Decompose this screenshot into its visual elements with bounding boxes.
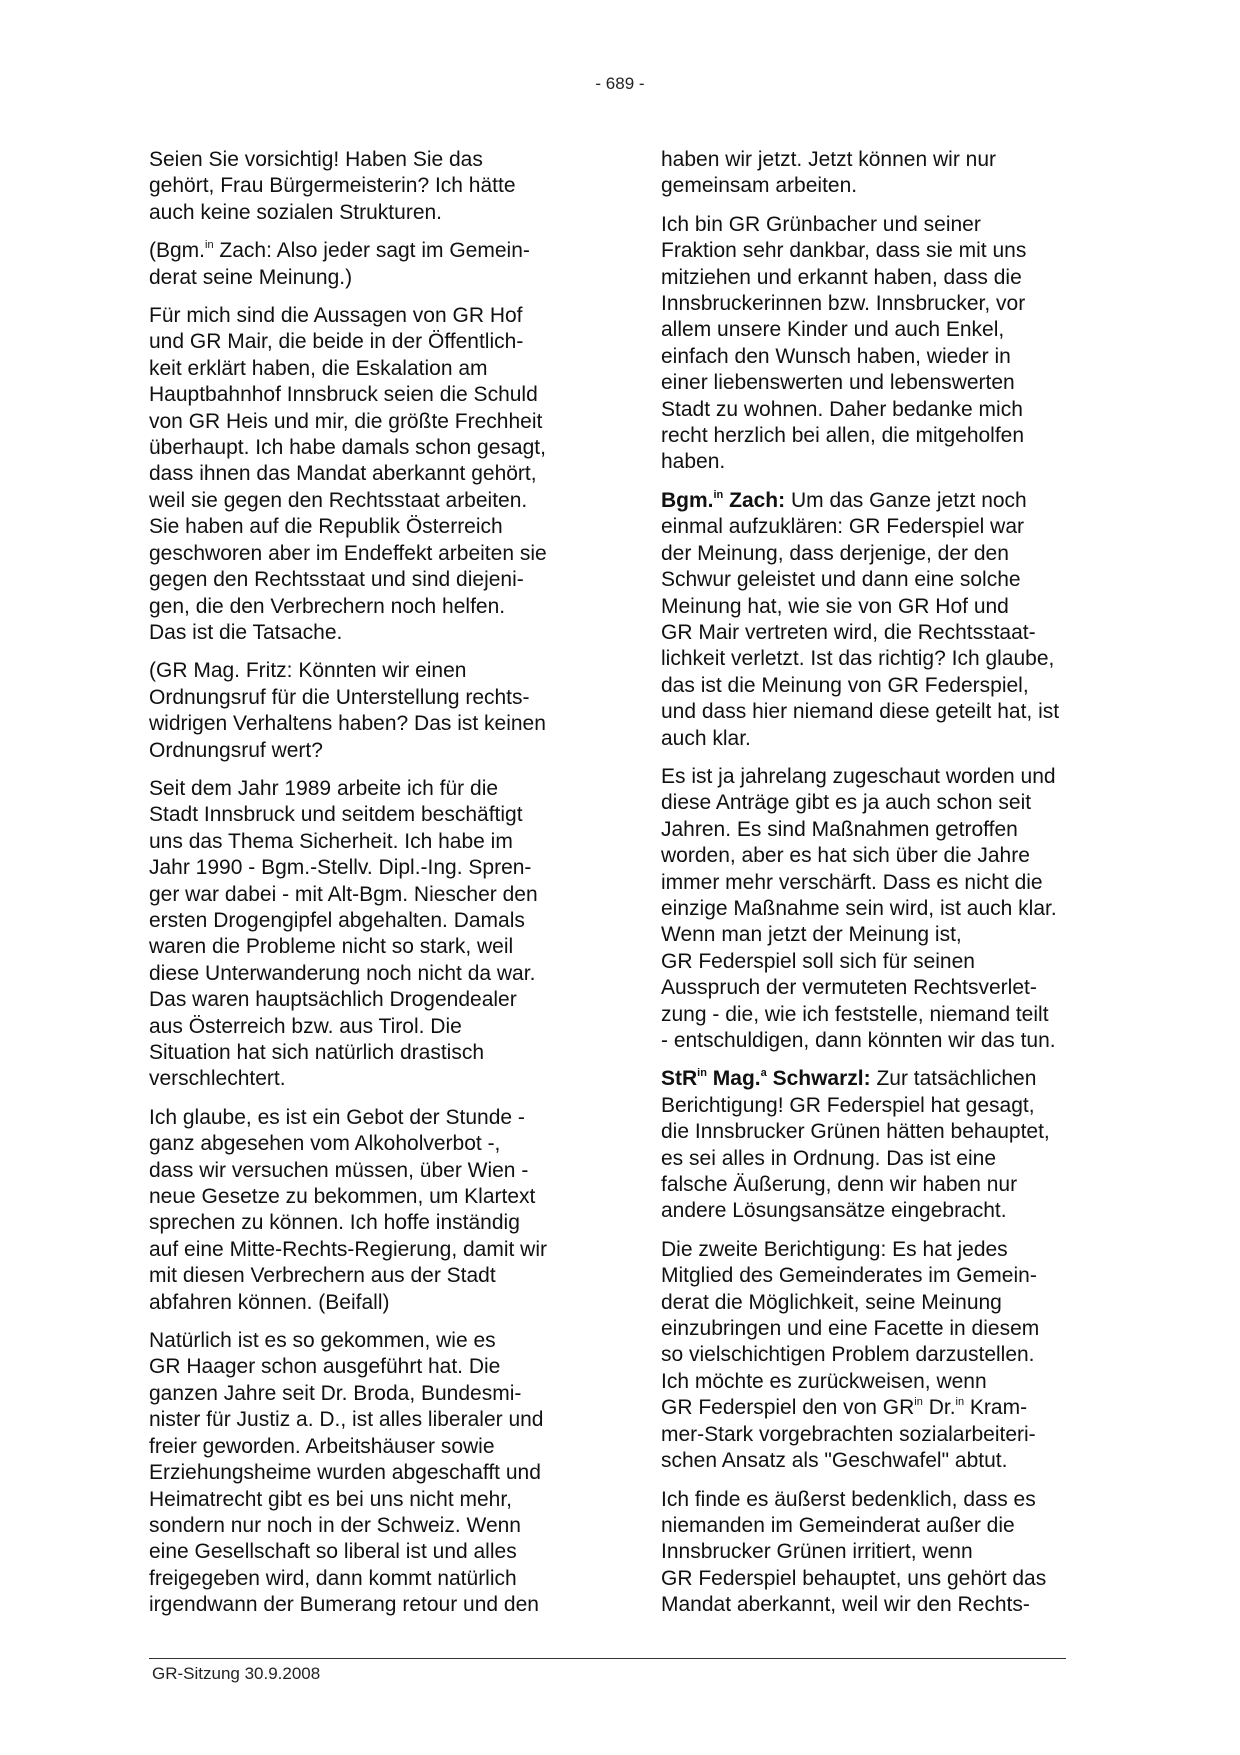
paragraph: Ich glaube, es ist ein Gebot der Stunde - ganz abgesehen vom Alkoholverbot -, dass wir versuchen müssen, über Wien - neue Gesetze zu bekommen, um Klartext sprechen zu können. Ich hoffe inständig auf eine Mitte-Rechts-Regierung, damit wir mit diesen Verbrechern aus der Stadt abfahren können. (Beifall) — [149, 1105, 547, 1314]
paragraph: Ich bin GR Grünbacher und seiner Fraktion sehr dankbar, dass sie mit uns mitziehen und erkannt haben, dass die Innsbruckerinnen bzw. Innsbrucker, vor allem unsere Kinder und auch Enkel, einfach den Wunsch haben, wieder in einer liebenswerten und lebenswerten Stadt zu wohnen. Daher bedanke mich recht herzlich bei allen, die mitgeholfen haben. — [661, 212, 1027, 474]
superscript: in — [697, 1067, 707, 1080]
speech-text: Zur tatsächlichen Berichtigung! GR Federspiel hat gesagt, die Innsbrucker Grünen hätten behauptet, es sei alles in Ordnung. Das ist eine falsche Äußerung, denn wir haben nur andere Lösungsansätze eingebracht. — [661, 1067, 1050, 1223]
text-part: Kram- mer-Stark vorgebrachten sozialarbeiteri- schen Ansatz als "Geschwafel" abtut. — [661, 1396, 1036, 1473]
footer-session-date: GR-Sitzung 30.9.2008 — [152, 1664, 321, 1683]
right-column — [661, 147, 1101, 1631]
speaker-degree: Mag. — [706, 1067, 761, 1091]
speaker-name — [661, 1067, 871, 1090]
superscript: in — [205, 239, 214, 252]
left-column — [149, 147, 589, 1631]
paragraph: Natürlich ist es so gekommen, wie es GR Haager schon ausgeführt hat. Die ganzen Jahre seit Dr. Broda, Bundesmi- nister für Justiz a. D., ist alles liberaler und freier geworden. Arbeitshäuser sowie Erziehungsheime wurden abgeschafft und Heimatrecht gibt es bei uns nicht mehr, sondern nur noch in der Schweiz. Wenn eine Gesellschaft so liberal ist und alles freigegeben wird, dann kommt natürlich irgendwann der Bumerang retour und den — [149, 1329, 544, 1617]
superscript: in — [955, 1396, 965, 1409]
interjection-text: Zach: Also jeder sagt im Gemein- derat seine Meinung.) — [149, 239, 530, 289]
superscript: a — [760, 1067, 767, 1080]
paragraph: Ich finde es äußerst bedenklich, dass es niemanden im Gemeinderat außer die Innsbrucker Grünen irritiert, wenn GR Federspiel behauptet, uns gehört das Mandat aberkannt, weil wir den Rechts- — [661, 1487, 1047, 1617]
paragraph: Seit dem Jahr 1989 arbeite ich für die Stadt Innsbruck und seitdem beschäftigt uns das Thema Sicherheit. Ich habe im Jahr 1990 - Bgm.-Stellv. Dipl.-Ing. Spren- ger war dabei - mit Alt-Bgm. Niescher den ersten Drogengipfel abgehalten. Damals waren die Probleme nicht so stark, weil diese Unterwanderung noch nicht da war. Das waren hauptsächlich Drogendealer aus Österreich bzw. aus Tirol. Die Situation hat sich natürlich drastisch verschlechtert. — [149, 776, 538, 1091]
speaker-title: Bgm. — [661, 488, 714, 512]
speaker-surname: Zach: — [723, 488, 786, 512]
interjection-open: (Bgm. — [149, 239, 206, 263]
footer-divider — [149, 1658, 1066, 1659]
page-number: - 689 - — [595, 74, 645, 93]
paragraph-berichtigung — [661, 1237, 1101, 1475]
paragraph: Für mich sind die Aussagen von GR Hof und GR Mair, die beide in der Öffentlich- keit erklärt haben, die Eskalation am Hauptbahnhof Innsbruck seien die Schuld von GR Heis und mir, die größte Frechheit überhaupt. Ich habe damals schon gesagt, dass ihnen das Mandat aberkannt gehört, weil sie gegen den Rechtsstaat arbeiten. Sie haben auf die Republik Österreich geschworen aber im Endeffekt arbeiten sie gegen den Rechtsstaat und sind diejeni- gen, die den Verbrechern noch helfen. Das ist die Tatsache. — [149, 304, 547, 644]
speaker-name — [661, 489, 785, 512]
speech-mayor — [661, 488, 1101, 752]
superscript: in — [914, 1396, 923, 1409]
paragraph: haben wir jetzt. Jetzt können wir nur gemeinsam arbeiten. — [661, 148, 996, 198]
speech-text: Um das Ganze jetzt noch einmal aufzuklären: GR Federspiel war der Meinung, dass derjenige, der den Schwur geleistet und dann eine solche Meinung hat, wie sie von GR Hof und GR Mair vertreten wird, die Rechtsstaat- lichkeit verletzt. Ist das richtig? Ich glaube, das ist die Meinung von GR Federspiel, und dass hier niemand diese geteilt hat, ist auch klar. — [661, 488, 1060, 750]
text-part: Die zweite Berichtigung: Es hat jedes Mitglied des Gemeinderates im Gemein- derat die Möglichkeit, seine Meinung einzubringen und eine Facette in diesem so vielschichtigen Problem darzustellen. Ich möchte es zurückweisen, wenn GR Federspiel den von GR — [661, 1237, 1040, 1420]
paragraph: Es ist ja jahrelang zugeschaut worden und diese Anträge gibt es ja auch schon seit Jahren. Es sind Maßnahmen getroffen worden, aber es hat sich über die Jahre immer mehr verschärft. Dass es nicht die einzige Maßnahme sein wird, ist auch klar. Wenn man jetzt der Meinung ist, GR Federspiel soll sich für seinen Ausspruch der vermuteten Rechtsverlet- zung - die, wie ich feststelle, niemand teilt - entschuldigen, dann könnten wir das tun. — [661, 764, 1057, 1052]
speaker-surname: Schwarzl: — [766, 1067, 871, 1091]
superscript: in — [713, 488, 724, 501]
interjection-fritz: (GR Mag. Fritz: Könnten wir einen Ordnungsruf für die Unterstellung rechts- widrigen Verhaltens haben? Das ist keinen Ordnungsruf wert? — [149, 659, 546, 762]
paragraph: Seien Sie vorsichtig! Haben Sie das gehört, Frau Bürgermeisterin? Ich hätte auch keine sozialen Strukturen. — [149, 148, 516, 224]
speaker-title: StR — [661, 1067, 698, 1091]
speech-schwarzl — [661, 1066, 1101, 1224]
interjection-mayor — [149, 238, 589, 291]
text-part: Dr. — [922, 1396, 956, 1420]
